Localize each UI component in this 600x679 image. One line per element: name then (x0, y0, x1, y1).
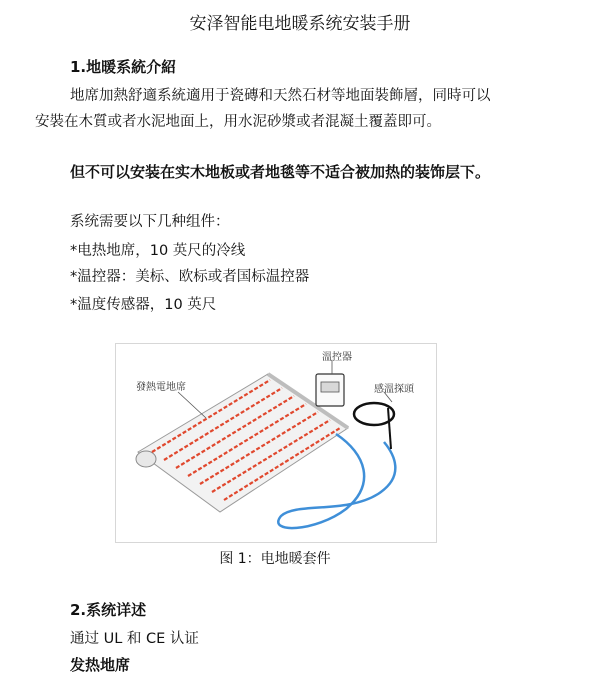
component-item-heating-mat: *电热地席，10 英尺的冷线 (70, 243, 246, 259)
heating-kit-drawing (116, 344, 436, 542)
kit-illustration (115, 343, 437, 543)
subheading-heating-mat: 发热地席 (70, 656, 131, 674)
sensor-cable-lead (388, 408, 391, 449)
label-heating-mat: 發熱電地席 (136, 382, 186, 393)
intro-paragraph-line-2: 安裝在木質或者水泥地面上，用水泥砂漿或者混凝土覆蓋即可。 (35, 114, 441, 130)
installation-warning: 但不可以安装在实木地板或者地毯等不适合被加热的装饰层下。 (70, 163, 491, 181)
section-heading-intro: 1.地暖系統介紹 (70, 58, 177, 76)
document-title: 安泽智能电地暖系统安装手册 (189, 14, 411, 34)
label-thermostat: 溫控器 (322, 352, 352, 363)
figure-caption: 图 1：电地暖套件 (219, 551, 331, 567)
certification-text: 通过 UL 和 CE 认证 (70, 631, 199, 647)
component-item-thermostat: *温控器：美标、欧标或者国标温控器 (70, 269, 310, 285)
label-pointer-mat (178, 392, 206, 418)
section-heading-details: 2.系统详述 (70, 601, 147, 619)
label-temperature-sensor: 感溫探頭 (374, 384, 414, 395)
thermostat-display (321, 382, 339, 392)
component-item-sensor: *温度传感器，10 英尺 (70, 297, 217, 313)
mat-roll-end (136, 451, 156, 467)
components-intro: 系统需要以下几种组件： (70, 214, 230, 230)
intro-paragraph-line-1: 地席加熱舒適系統適用于瓷磚和天然石材等地面裝飾層，同時可以 (70, 88, 491, 104)
